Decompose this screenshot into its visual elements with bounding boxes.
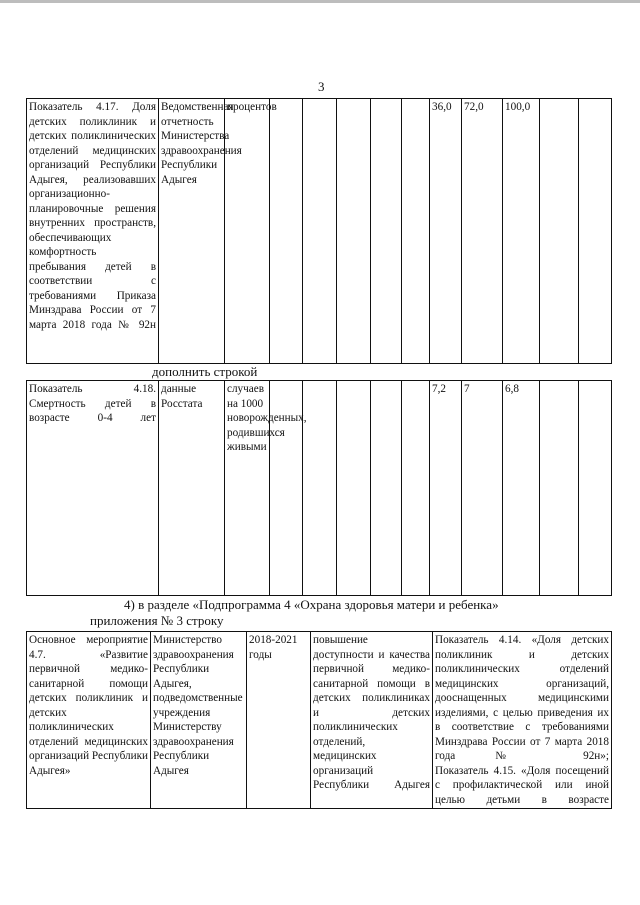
appendix-caption: приложения № 3 строку — [90, 613, 224, 628]
value-cell — [337, 99, 371, 364]
table-row-indicator-4-17 — [26, 98, 612, 364]
source-cell: данные Росстата — [159, 381, 225, 596]
value-cell — [402, 381, 430, 596]
page-top-edge — [0, 0, 640, 3]
value-cell — [337, 381, 371, 596]
section-caption: 4) в разделе «Подпрограмма 4 «Охрана здоровья матери и ребенка» — [124, 597, 499, 612]
value-cell: 7 — [462, 381, 503, 596]
value-cell — [579, 381, 612, 596]
unit-cell: процентов — [225, 99, 270, 364]
value-cell: 72,0 — [462, 99, 503, 364]
event-cell: Основное мероприятие 4.7. «Развитие первичной медико-санитарной помощи детских поликлиник и детских поликлинических отделений медицинских организаций Республики Адыгея» — [27, 632, 151, 809]
page-number: 3 — [318, 79, 325, 94]
table-row-indicator-4-18 — [26, 380, 612, 596]
value-cell: 100,0 — [503, 99, 540, 364]
source-cell: Ведомственная отчетность Министерства здравоохранения Республики Адыгея — [159, 99, 225, 364]
period-cell: 2018-2021 годы — [247, 632, 311, 809]
value-cell: 36,0 — [430, 99, 462, 364]
add-row-caption: дополнить строкой — [152, 364, 258, 379]
value-cell — [540, 99, 579, 364]
indicator-4-15: Показатель 4.15. «Доля посещений с профилактической или иной целью детьми в возрасте — [435, 764, 609, 806]
value-cell — [402, 99, 430, 364]
value-cell — [579, 99, 612, 364]
indicator-4-14: Показатель 4.14. «Доля детских поликлиник и детских поликлинических отделений медицинских организаций, дооснащенных медицинскими изделиями, с целью приведения их в соответствие с требованиями Минздрава России от 7 марта 2018 года № 92н»; — [435, 634, 609, 762]
value-cell — [540, 381, 579, 596]
table-row-event-4-7 — [26, 631, 612, 809]
value-cell — [303, 99, 337, 364]
unit-cell: случаев на 1000 новорожденных, родившихся живыми — [225, 381, 270, 596]
value-cell — [371, 381, 402, 596]
value-cell: 6,8 — [503, 381, 540, 596]
result-cell: повышение доступности и качества первичной медико-санитарной помощи в детских поликлиниках и детских поликлинических отделений, медицинских организаций Республики Адыгея — [311, 632, 433, 809]
value-cell — [303, 381, 337, 596]
indicator-cell: Показатель 4.17. Доля детских поликлиник и детских поликлинических отделений медицинских организаций Республики Адыгея, реализовавших организационно-планировочные решения внутренних пространств, обеспечивающих комфортность пребывания детей в соответствии с требованиями Приказа Минздрава России от 7 марта 2018 года № 92н — [27, 99, 159, 364]
value-cell: 7,2 — [430, 381, 462, 596]
indicators-cell — [433, 632, 612, 809]
value-cell — [270, 99, 303, 364]
indicator-cell: Показатель 4.18. Смертность детей в возрасте 0-4 лет — [27, 381, 159, 596]
value-cell — [371, 99, 402, 364]
executor-cell: Министерство здравоохранения Республики Адыгея, подведомственные учреждения Министерству здравоохранения Республики Адыгея — [151, 632, 247, 809]
